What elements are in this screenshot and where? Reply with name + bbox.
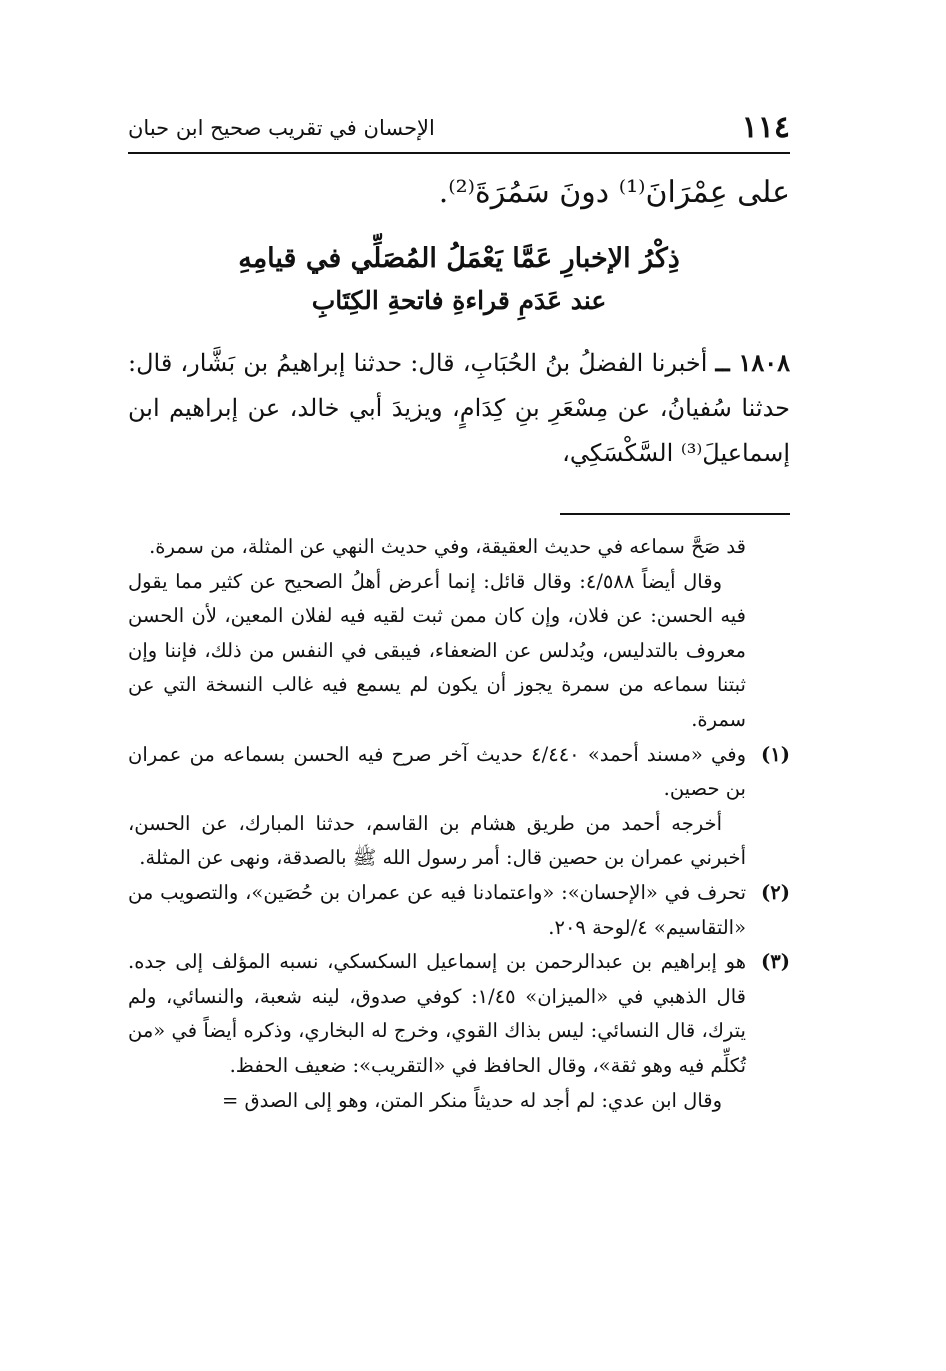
chapter-heading-line-1: ذِكْرُ الإخبارِ عَمَّا يَعْمَلُ المُصَلِّي في قيامِهِ [238,243,680,274]
hadith-number: ١٨٠٨ ــ [715,348,791,377]
footnote-paragraph: تحرف في «الإحسان»: «واعتمادنا فيه عن عمران بن حُصَين»، والتصويب من «التقاسيم» ٤/لوحة ٢٠٩. [128,880,746,939]
footnote-3 [128,945,790,1083]
footnote-2 [128,876,790,945]
footnote-paragraph: أخرجه أحمد من طريق هشام بن القاسم، حدثنا المبارك، عن الحسن، أخبرني عمران بن حصين قال: أمر رسول الله ﷺ بالصدقة، ونهى عن المثلة. [128,811,746,870]
footnote-1 [128,738,790,876]
footnote-marker: (١) [761,742,790,766]
footnote-marker: (٢) [761,880,790,904]
hadith-paragraph [128,340,790,476]
footnote-paragraph: وفي «مسند أحمد» ٤/٤٤٠ حديث آخر صرح فيه الحسن بسماعه من عمران بن حصين. [128,742,746,801]
footnote-divider [560,513,790,515]
footnote-continued-line: وقال ابن عدي: لم أجد له حديثاً منكر المتن، وهو إلى الصدق = [221,1088,722,1112]
footnote-paragraph: وقال أيضاً ٤/٥٨٨: وقال قائل: إنما أعرض أهلُ الصحيح عن كثير مما يقول فيه الحسن: عن فلان، وإن كان ممن ثبت لقيه فيه لفلان المعين، لأن الحسن معروف بالتدليس، ويُدلس عن الضعفاء، فيبقى في النفس من ذلك، فإننا وإن ثبتنا سماعه من سمرة يجوز أن يكون لم يسمع فيه غالب النسخة التي عن سمرة. [128,569,746,731]
page-header [128,108,790,154]
hadith-text: أخبرنا الفضلُ بنُ الحُبَابِ، قال: حدثنا إبراهيمُ بن بَشَّار، قال: حدثنا سُفيانُ، عن مِسْعَرِ بنِ كِدَامٍ، ويزيدَ أبي خالد، عن إبراهيم ابن إسماعيلَ⁽³⁾ السَّكْسَكِي، [128,349,790,467]
footnote-marker: (٣) [761,950,790,974]
intro-line: على عِمْرَانَ⁽¹⁾ دونَ سَمُرَةَ⁽²⁾. [438,175,790,210]
running-title: الإحسان في تقريب صحيح ابن حبان [128,116,435,140]
page-number: ١١٤ [741,110,790,145]
footnote-continuation [128,530,790,738]
footnote-paragraph: قد صَحَّ سماعه في حديث العقيقة، وفي حديث النهي عن المثلة، من سمرة. [149,535,746,558]
footnote-paragraph: هو إبراهيم بن عبدالرحمن بن إسماعيل السكسكي، نسبه المؤلف إلى جده. قال الذهبي في «الميزان» ١/٤٥: كوفي صدوق، لينه شعبة، والنسائي، ولم يترك، قال النسائي: ليس بذاك القوي، وخرج له البخاري، وذكره أيضاً في «من تُكلِّم فيه وهو ثقة»، وقال الحافظ في «التقريب»: ضعيف الحفظ. [128,950,746,1077]
footnotes [128,530,790,1118]
chapter-heading-line-2: عند عَدَمِ قراءةِ فاتحةِ الكِتَابِ [311,286,607,315]
